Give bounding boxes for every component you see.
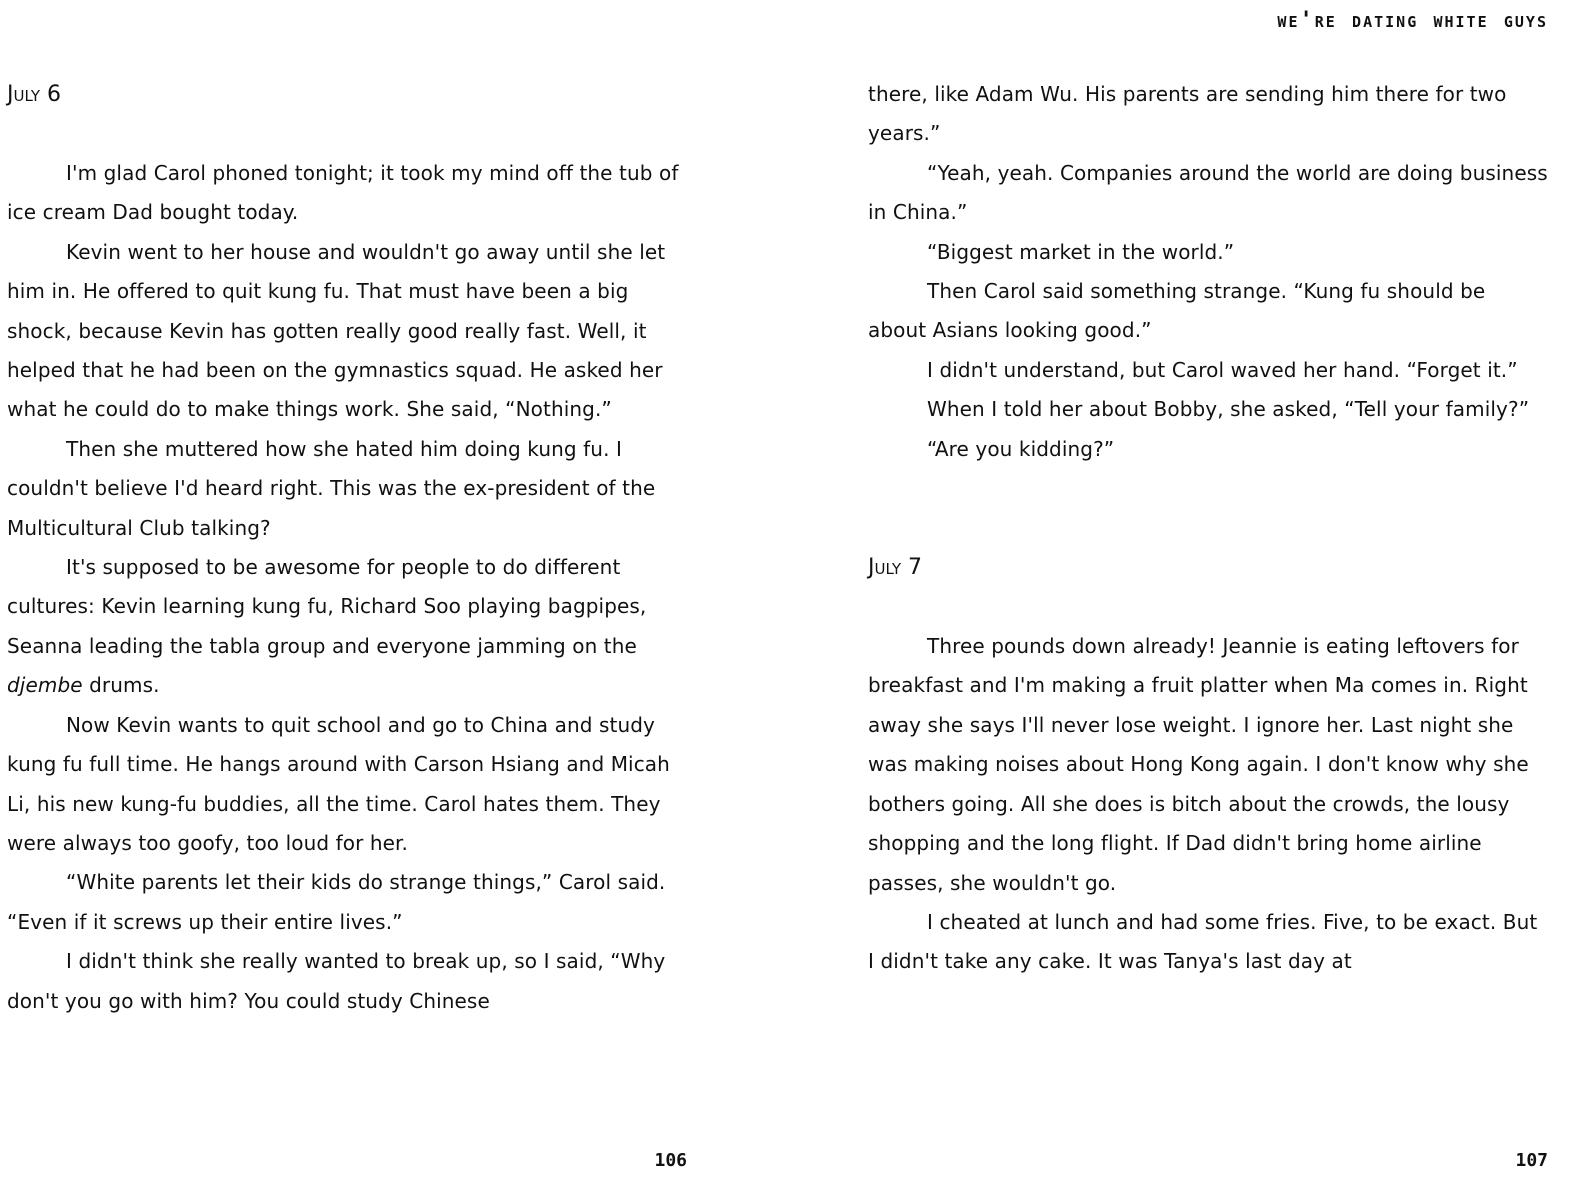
paragraph-text: drums. xyxy=(82,673,160,698)
paragraph xyxy=(7,548,687,706)
paragraph: I didn't understand, but Carol waved her hand. “Forget it.” xyxy=(927,357,1518,382)
right-page xyxy=(868,0,1548,1200)
page-number-right: 107 xyxy=(1515,1150,1548,1171)
running-head: we're dating white guys xyxy=(1277,8,1548,33)
paragraph: “Yeah, yeah. Companies around the world are doing business in China.” xyxy=(868,160,1548,225)
paragraph: “Biggest market in the world.” xyxy=(927,239,1235,264)
paragraph: Then she muttered how she hated him doing kung fu. I couldn't believe I'd heard right. This was the ex-president of the Multicultural Club talking? xyxy=(7,436,656,540)
left-page-text xyxy=(7,75,687,1021)
paragraph: I'm glad Carol phoned tonight; it took my mind off the tub of ice cream Dad bought today. xyxy=(7,161,679,225)
paragraph: Then Carol said something strange. “Kung fu should be about Asians looking good.” xyxy=(868,279,1486,343)
right-page-text xyxy=(868,75,1548,982)
paragraph: “Are you kidding?” xyxy=(927,436,1115,461)
entry-date-july-6: July 6 xyxy=(7,82,61,107)
paragraph: “White parents let their kids do strange things,” Carol said. “Even if it screws up their entire lives.” xyxy=(7,870,666,934)
entry-date-july-7: July 7 xyxy=(868,555,922,581)
paragraph-text: It's supposed to be awesome for people to do different cultures: Kevin learning kung fu, Richard Soo playing bagpipes, Seanna leading the tabla group and everyone jamming on the xyxy=(7,555,647,658)
paragraph: Now Kevin wants to quit school and go to China and study kung fu full time. He hangs around with Carson Hsiang and Micah Li, his new kung-fu buddies, all the time. Carol hates them. They were always too goofy, too loud for her. xyxy=(7,712,670,855)
italic-word: djembe xyxy=(7,673,83,698)
page-number-left: 106 xyxy=(654,1150,687,1171)
paragraph: I cheated at lunch and had some fries. Five, to be exact. But I didn't take any cake. It was Tanya's last day at xyxy=(868,909,1538,974)
paragraph: When I told her about Bobby, she asked, “Tell your family?” xyxy=(927,397,1530,422)
paragraph: Three pounds down already! Jeannie is eating leftovers for breakfast and I'm making a fruit platter when Ma comes in. Right away she says I'll never lose weight. I ignore her. Last night she was making noises about Hong Kong again. I don't know why she bothers going. All she does is bitch about the crowds, the lousy shopping and the long flight. If Dad didn't bring home airline passes, she wouldn't go. xyxy=(868,634,1529,895)
left-page xyxy=(7,0,687,1200)
paragraph: Kevin went to her house and wouldn't go away until she let him in. He offered to quit kung fu. That must have been a big shock, because Kevin has gotten really good really fast. Well, it helped that he had been on the gymnastics squad. He asked her what he could do to make things work. She said, “Nothing.” xyxy=(7,239,666,422)
paragraph: I didn't think she really wanted to break up, so I said, “Why don't you go with him? You could study Chinese xyxy=(7,949,666,1013)
continued-paragraph: there, like Adam Wu. His parents are sending him there for two years.” xyxy=(868,82,1507,146)
